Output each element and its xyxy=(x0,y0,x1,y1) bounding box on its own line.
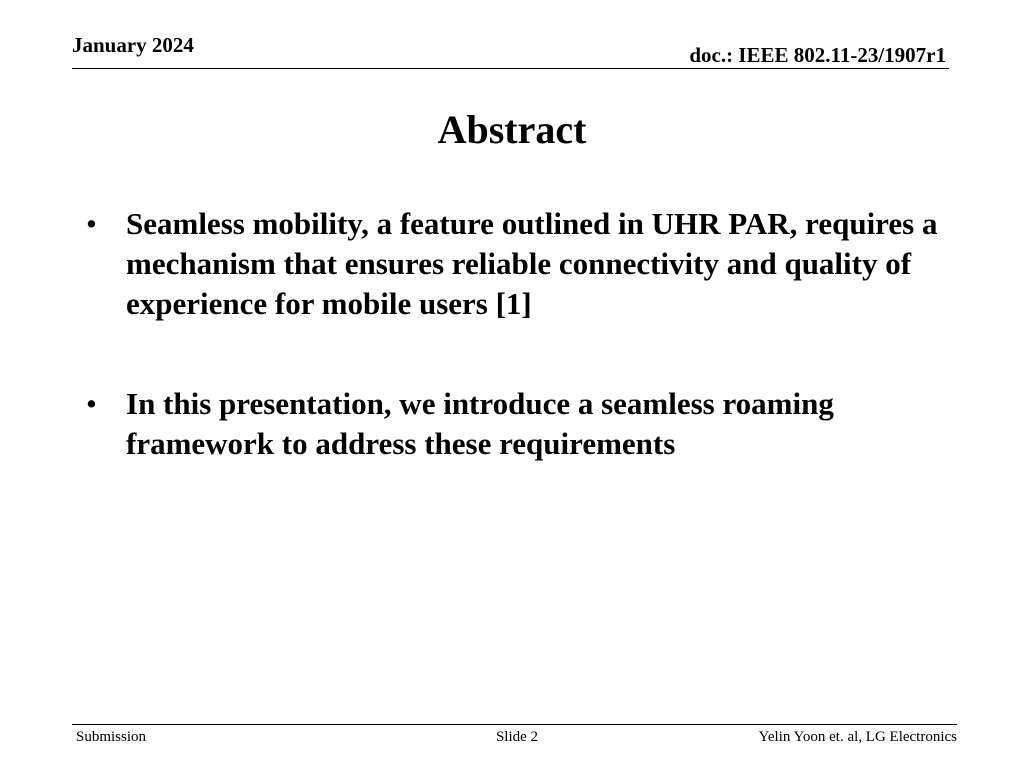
bullet-dot-icon: • xyxy=(86,386,97,421)
bullet-text: In this presentation, we introduce a seamless roaming framework to address these requirements xyxy=(126,386,834,461)
bullet-item xyxy=(86,204,946,324)
document-id: doc.: IEEE 802.11-23/1907r1 xyxy=(689,43,946,67)
footer-divider xyxy=(72,724,957,725)
header-date: January 2024 xyxy=(72,33,194,57)
header-divider xyxy=(72,68,949,69)
slide-title: Abstract xyxy=(437,107,587,152)
bullet-dot-icon: • xyxy=(86,206,97,241)
bullet-item xyxy=(86,384,946,464)
bullet-list xyxy=(86,204,946,464)
footer-submission: Submission xyxy=(76,729,147,745)
footer-author: Yelin Yoon et. al, LG Electronics xyxy=(758,729,957,745)
bullet-text: Seamless mobility, a feature outlined in UHR PAR, requires a mechanism that ensures reliable connectivity and quality of experience for mobile users [1] xyxy=(126,206,938,321)
slide-number: Slide 2 xyxy=(495,729,539,745)
